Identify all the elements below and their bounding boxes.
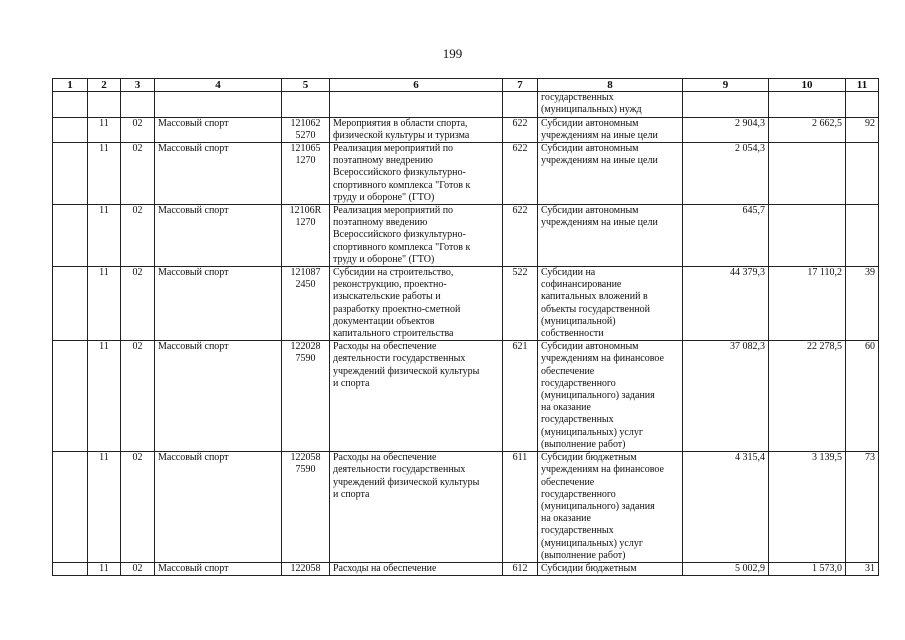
cell-col1 bbox=[53, 205, 88, 267]
cell-section: 11 bbox=[88, 205, 121, 267]
cell-expense-name bbox=[538, 341, 683, 452]
cell-line: собственности bbox=[541, 328, 604, 340]
cell-line: учреждениям на иные цели bbox=[541, 155, 658, 167]
cell-line: физической культуры и туризма bbox=[333, 129, 470, 141]
cell-target-code bbox=[282, 562, 330, 575]
cell-target-code bbox=[282, 92, 330, 117]
cell-line: деятельности государственных bbox=[333, 353, 466, 365]
cell-subsection: 02 bbox=[121, 341, 155, 452]
cell-line: Всероссийского физкультурно- bbox=[333, 167, 466, 179]
cell-line: 122028 bbox=[290, 341, 321, 353]
cell-line: обеспечение bbox=[541, 476, 595, 488]
cell-line: Субсидии на строительство, bbox=[333, 267, 454, 279]
cell-subsection-name: Массовый спорт bbox=[155, 143, 282, 205]
cell-amount-plan: 5 002,9 bbox=[683, 562, 769, 575]
cell-line: государственных bbox=[541, 525, 614, 537]
cell-subsection bbox=[121, 92, 155, 117]
table-row bbox=[53, 341, 879, 452]
table-row bbox=[53, 452, 879, 563]
cell-target-code bbox=[282, 452, 330, 563]
cell-line: 5270 bbox=[295, 129, 316, 141]
cell-expense-name bbox=[538, 205, 683, 267]
cell-amount-actual: 22 278,5 bbox=[769, 341, 846, 452]
cell-amount-actual bbox=[769, 92, 846, 117]
cell-line: Расходы на обеспечение bbox=[333, 341, 437, 353]
cell-line: (выполнение работ) bbox=[541, 549, 626, 561]
cell-line: 7590 bbox=[295, 464, 316, 476]
table-row bbox=[53, 267, 879, 341]
cell-expense-type: 621 bbox=[503, 341, 538, 452]
page-number: 199 bbox=[442, 46, 463, 61]
cell-percent bbox=[846, 205, 879, 267]
cell-line: Субсидии автономным bbox=[541, 341, 639, 353]
cell-line: 121087 bbox=[290, 267, 321, 279]
cell-amount-plan: 37 082,3 bbox=[683, 341, 769, 452]
cell-target-code bbox=[282, 267, 330, 341]
cell-subsection-name: Массовый спорт bbox=[155, 341, 282, 452]
cell-section: 11 bbox=[88, 562, 121, 575]
cell-expense-name bbox=[538, 562, 683, 575]
cell-col1 bbox=[53, 452, 88, 563]
cell-line: объекты государственной bbox=[541, 303, 651, 315]
cell-target-name bbox=[330, 92, 503, 117]
cell-line: государственных bbox=[541, 414, 614, 426]
cell-subsection: 02 bbox=[121, 205, 155, 267]
cell-col1 bbox=[53, 562, 88, 575]
cell-line: Расходы на обеспечение bbox=[333, 562, 437, 574]
column-header: 1 bbox=[53, 79, 88, 92]
cell-line: Всероссийского физкультурно- bbox=[333, 229, 466, 241]
column-header: 5 bbox=[282, 79, 330, 92]
cell-line: разработку проектно-сметной bbox=[333, 303, 461, 315]
cell-target-code bbox=[282, 205, 330, 267]
column-header: 3 bbox=[121, 79, 155, 92]
cell-line: Реализация мероприятий по bbox=[333, 143, 454, 155]
cell-section: 11 bbox=[88, 452, 121, 563]
cell-line: капитальных вложений в bbox=[541, 291, 648, 303]
cell-line: (муниципального) задания bbox=[541, 390, 655, 402]
cell-percent bbox=[846, 92, 879, 117]
table-row bbox=[53, 117, 879, 142]
cell-line: и спорта bbox=[333, 377, 370, 389]
cell-line: учреждениям на финансовое bbox=[541, 353, 664, 365]
budget-table bbox=[52, 78, 879, 576]
cell-section: 11 bbox=[88, 143, 121, 205]
cell-line: учреждениям на иные цели bbox=[541, 129, 658, 141]
cell-line: (выполнение работ) bbox=[541, 438, 626, 450]
table-row bbox=[53, 143, 879, 205]
cell-col1 bbox=[53, 92, 88, 117]
cell-subsection-name: Массовый спорт bbox=[155, 117, 282, 142]
cell-expense-type: 612 bbox=[503, 562, 538, 575]
cell-subsection: 02 bbox=[121, 267, 155, 341]
cell-subsection-name: Массовый спорт bbox=[155, 562, 282, 575]
cell-percent: 39 bbox=[846, 267, 879, 341]
cell-target-name bbox=[330, 205, 503, 267]
cell-line: деятельности государственных bbox=[333, 464, 466, 476]
cell-line: реконструкцию, проектно- bbox=[333, 279, 447, 291]
cell-line: учреждениям на финансовое bbox=[541, 464, 664, 476]
cell-line: труду и обороне" (ГТО) bbox=[333, 191, 435, 203]
cell-target-name bbox=[330, 143, 503, 205]
cell-line: 121062 bbox=[290, 117, 321, 129]
cell-line: (муниципальных) услуг bbox=[541, 537, 643, 549]
cell-target-name bbox=[330, 341, 503, 452]
cell-percent: 92 bbox=[846, 117, 879, 142]
cell-line: 121065 bbox=[290, 143, 321, 155]
cell-expense-type: 522 bbox=[503, 267, 538, 341]
cell-subsection: 02 bbox=[121, 117, 155, 142]
cell-line: поэтапному введению bbox=[333, 217, 428, 229]
cell-line: (муниципальных) нужд bbox=[541, 104, 642, 116]
cell-expense-name bbox=[538, 143, 683, 205]
cell-line: спортивного комплекса "Готов к bbox=[333, 179, 471, 191]
cell-target-code bbox=[282, 143, 330, 205]
cell-percent bbox=[846, 143, 879, 205]
cell-line: учреждений физической культуры bbox=[333, 365, 480, 377]
cell-amount-actual bbox=[769, 205, 846, 267]
cell-expense-type: 622 bbox=[503, 143, 538, 205]
cell-amount-plan: 44 379,3 bbox=[683, 267, 769, 341]
column-header: 8 bbox=[538, 79, 683, 92]
column-header: 11 bbox=[846, 79, 879, 92]
cell-line: 122058 bbox=[290, 562, 321, 574]
cell-target-name bbox=[330, 267, 503, 341]
cell-section: 11 bbox=[88, 117, 121, 142]
cell-amount-actual bbox=[769, 143, 846, 205]
table-row bbox=[53, 92, 879, 117]
cell-line: поэтапному внедрению bbox=[333, 155, 433, 167]
cell-target-code bbox=[282, 341, 330, 452]
cell-line: государственного bbox=[541, 488, 616, 500]
cell-line: (муниципального) задания bbox=[541, 500, 655, 512]
cell-col1 bbox=[53, 143, 88, 205]
cell-line: Субсидии автономным bbox=[541, 117, 639, 129]
cell-section: 11 bbox=[88, 341, 121, 452]
cell-amount-actual: 17 110,2 bbox=[769, 267, 846, 341]
cell-line: на оказание bbox=[541, 402, 591, 414]
cell-subsection: 02 bbox=[121, 452, 155, 563]
cell-expense-type: 611 bbox=[503, 452, 538, 563]
table-body bbox=[53, 92, 879, 576]
column-header: 6 bbox=[330, 79, 503, 92]
cell-expense-name bbox=[538, 117, 683, 142]
cell-expense-type bbox=[503, 92, 538, 117]
cell-amount-plan: 4 315,4 bbox=[683, 452, 769, 563]
cell-line: и спорта bbox=[333, 488, 370, 500]
table-row bbox=[53, 562, 879, 575]
cell-amount-plan: 645,7 bbox=[683, 205, 769, 267]
cell-line: 1270 bbox=[295, 155, 316, 167]
cell-line: 1270 bbox=[295, 217, 316, 229]
cell-amount-plan: 2 904,3 bbox=[683, 117, 769, 142]
cell-target-code bbox=[282, 117, 330, 142]
cell-amount-actual: 2 662,5 bbox=[769, 117, 846, 142]
cell-subsection-name bbox=[155, 92, 282, 117]
cell-line: спортивного комплекса "Готов к bbox=[333, 241, 471, 253]
cell-line: (муниципальной) bbox=[541, 315, 616, 327]
cell-subsection-name: Массовый спорт bbox=[155, 452, 282, 563]
column-header: 2 bbox=[88, 79, 121, 92]
cell-col1 bbox=[53, 341, 88, 452]
cell-line: Субсидии бюджетным bbox=[541, 562, 637, 574]
cell-expense-name bbox=[538, 452, 683, 563]
cell-percent: 73 bbox=[846, 452, 879, 563]
cell-percent: 31 bbox=[846, 562, 879, 575]
cell-line: 2450 bbox=[295, 279, 316, 291]
cell-col1 bbox=[53, 267, 88, 341]
cell-line: софинансирование bbox=[541, 279, 622, 291]
cell-expense-name bbox=[538, 92, 683, 117]
cell-line: учреждениям на иные цели bbox=[541, 217, 658, 229]
cell-subsection-name: Массовый спорт bbox=[155, 267, 282, 341]
cell-line: документации объектов bbox=[333, 315, 435, 327]
cell-amount-plan bbox=[683, 92, 769, 117]
cell-line: Реализация мероприятий по bbox=[333, 205, 454, 217]
cell-col1 bbox=[53, 117, 88, 142]
cell-amount-plan: 2 054,3 bbox=[683, 143, 769, 205]
cell-expense-type: 622 bbox=[503, 205, 538, 267]
cell-line: 12106R bbox=[289, 205, 322, 217]
column-header: 9 bbox=[683, 79, 769, 92]
cell-subsection: 02 bbox=[121, 562, 155, 575]
cell-line: учреждений физической культуры bbox=[333, 476, 480, 488]
column-header: 4 bbox=[155, 79, 282, 92]
cell-target-name bbox=[330, 452, 503, 563]
cell-line: 122058 bbox=[290, 452, 321, 464]
cell-line: труду и обороне" (ГТО) bbox=[333, 253, 435, 265]
cell-amount-actual: 1 573,0 bbox=[769, 562, 846, 575]
cell-line: государственных bbox=[541, 92, 614, 104]
cell-target-name bbox=[330, 117, 503, 142]
table-row bbox=[53, 205, 879, 267]
cell-line: на оказание bbox=[541, 513, 591, 525]
column-header: 10 bbox=[769, 79, 846, 92]
cell-line: 7590 bbox=[295, 353, 316, 365]
cell-percent: 60 bbox=[846, 341, 879, 452]
cell-line: (муниципальных) услуг bbox=[541, 426, 643, 438]
cell-target-name bbox=[330, 562, 503, 575]
cell-line: Расходы на обеспечение bbox=[333, 452, 437, 464]
cell-subsection-name: Массовый спорт bbox=[155, 205, 282, 267]
column-header: 7 bbox=[503, 79, 538, 92]
cell-line: изыскательские работы и bbox=[333, 291, 441, 303]
cell-amount-actual: 3 139,5 bbox=[769, 452, 846, 563]
cell-section: 11 bbox=[88, 267, 121, 341]
table-header-row bbox=[53, 79, 879, 92]
cell-line: Субсидии бюджетным bbox=[541, 452, 637, 464]
cell-expense-name bbox=[538, 267, 683, 341]
cell-line: Субсидии автономным bbox=[541, 205, 639, 217]
cell-line: капитального строительства bbox=[333, 328, 454, 340]
cell-line: Субсидии на bbox=[541, 267, 596, 279]
cell-line: обеспечение bbox=[541, 365, 595, 377]
cell-subsection: 02 bbox=[121, 143, 155, 205]
cell-expense-type: 622 bbox=[503, 117, 538, 142]
cell-section bbox=[88, 92, 121, 117]
cell-line: Мероприятия в области спорта, bbox=[333, 117, 468, 129]
cell-line: государственного bbox=[541, 377, 616, 389]
cell-line: Субсидии автономным bbox=[541, 143, 639, 155]
